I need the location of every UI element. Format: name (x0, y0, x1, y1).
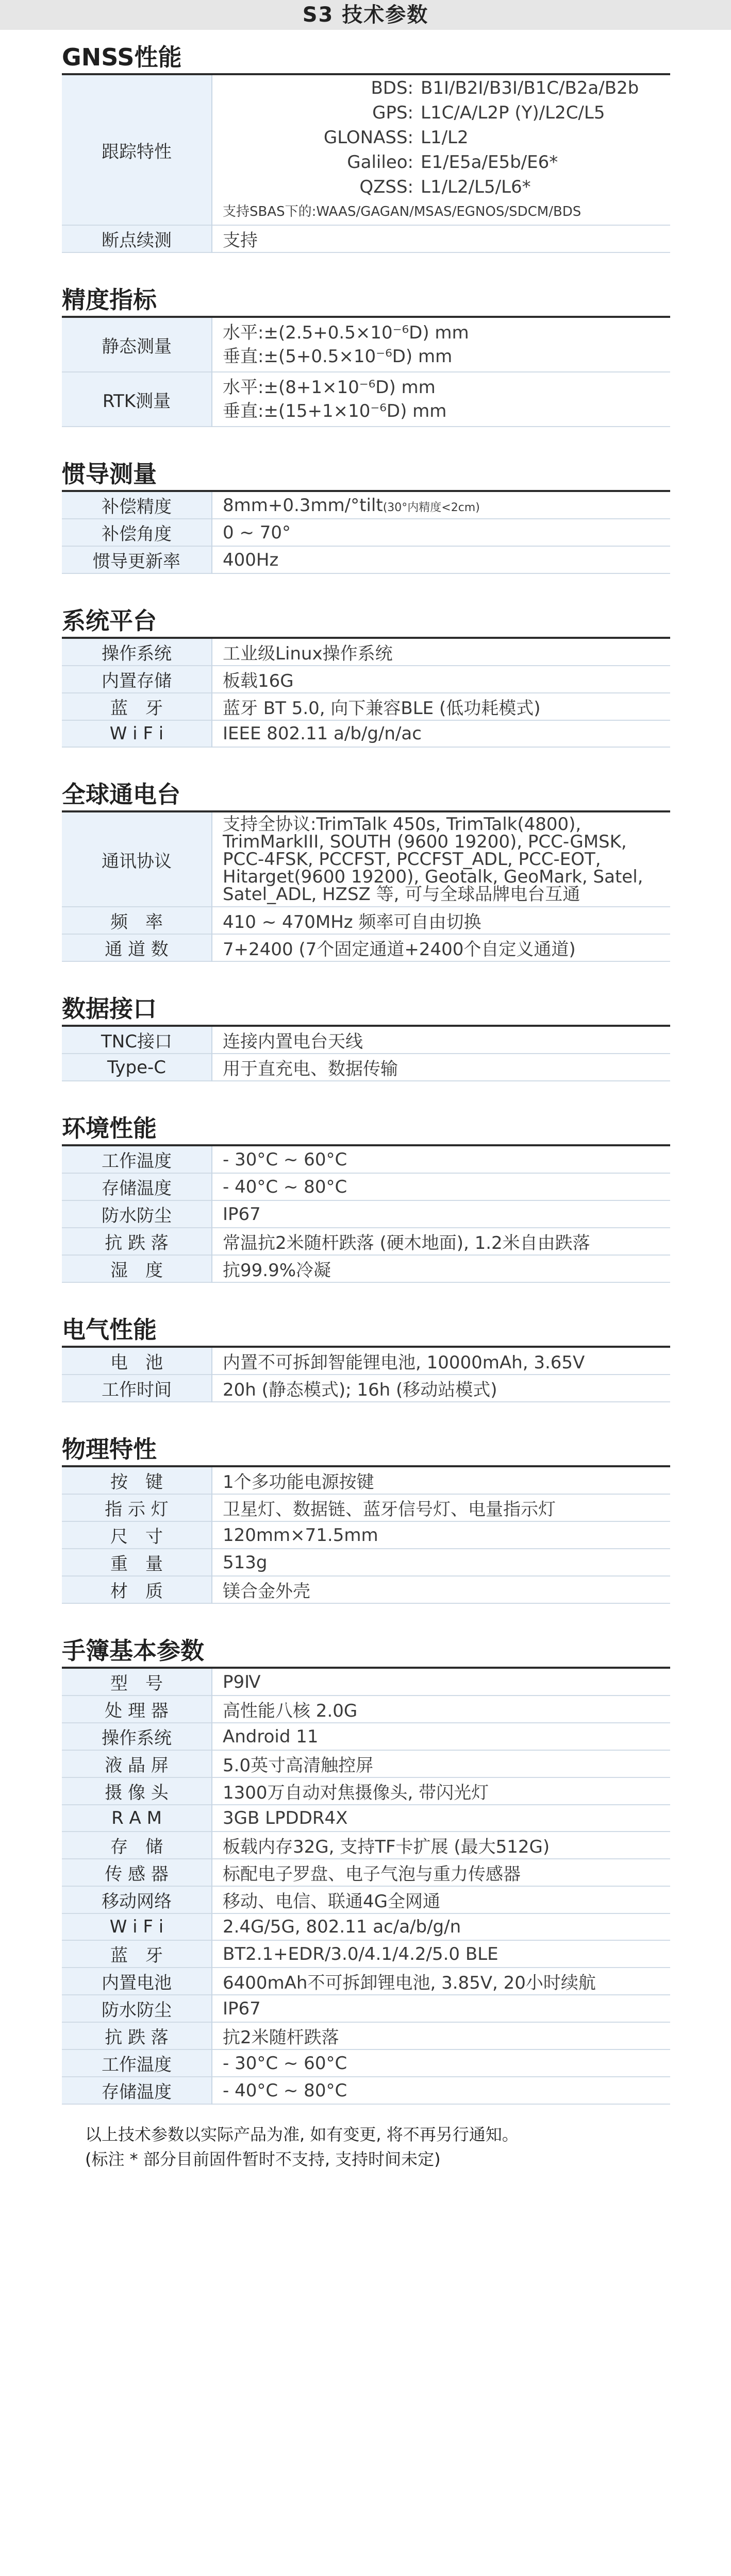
row-value (212, 1669, 670, 1696)
table-row (62, 1913, 670, 1940)
value-text: 1个多功能电源按键 (223, 1472, 374, 1493)
section-title: 系统平台 (62, 607, 157, 635)
row-label: 尺 寸 (62, 1521, 212, 1549)
section-8 (62, 1433, 670, 1604)
row-label: 工作时间 (62, 1375, 212, 1402)
section-title: 电气性能 (62, 1316, 157, 1344)
row-label: 操作系统 (62, 1723, 212, 1750)
value-line: Satel_ADL, HZSZ 等, 可与全球品牌电台互通 (223, 884, 580, 905)
row-label: 指 示 灯 (62, 1494, 212, 1521)
table-row (62, 1805, 670, 1832)
section-0 (62, 41, 670, 253)
value-text: 抗2米随杆跌落 (223, 2027, 339, 2048)
gnss-system-bands: L1/L2 (421, 127, 469, 148)
row-label: 抗 跌 落 (62, 1228, 212, 1255)
row-label: 蓝 牙 (62, 693, 212, 720)
table-row (62, 1348, 670, 1375)
row-value (212, 1521, 670, 1549)
value-text: 8mm+0.3mm/°tilt (223, 495, 383, 516)
section-3 (62, 605, 670, 748)
row-value (212, 519, 670, 546)
spec-table (62, 1027, 670, 1081)
row-value (212, 693, 670, 720)
row-value (212, 1696, 670, 1723)
value-text: 120mm×71.5mm (223, 1524, 378, 1546)
value-text: 410 ~ 470MHz 频率可自由切换 (223, 912, 481, 933)
value-text: 3GB LPDDR4X (223, 1808, 348, 1828)
section-title: 物理特性 (62, 1435, 157, 1463)
row-label: 液 晶 屏 (62, 1750, 212, 1777)
row-label: 处 理 器 (62, 1696, 212, 1723)
value-text: BT2.1+EDR/3.0/4.1/4.2/5.0 BLE (223, 1943, 499, 1964)
table-row (62, 546, 670, 573)
section-1 (62, 284, 670, 427)
row-value (212, 666, 670, 693)
row-value (212, 1348, 670, 1375)
value-line: PCC-4FSK, PCCFST, PCCFST_ADL, PCC-EOT, (223, 849, 601, 870)
section-5 (62, 993, 670, 1081)
row-value (212, 1467, 670, 1494)
row-label: 通 道 数 (62, 934, 212, 961)
table-row (62, 1054, 670, 1081)
gnss-system-bands: E1/E5a/E5b/E6* (421, 152, 558, 173)
value-text: 工业级Linux操作系统 (223, 643, 393, 664)
footer-notes (85, 2122, 731, 2172)
section-title: 数据接口 (62, 995, 157, 1023)
table-row (62, 372, 670, 427)
row-label: 抗 跌 落 (62, 2022, 212, 2049)
row-label: 存储温度 (62, 1173, 212, 1200)
row-value (212, 1027, 670, 1054)
section-4 (62, 778, 670, 962)
row-value (212, 1173, 670, 1200)
value-text: 2.4G/5G, 802.11 ac/a/b/g/n (223, 1917, 461, 1937)
value-text: 0 ~ 70° (223, 522, 291, 543)
row-label: 按 键 (62, 1467, 212, 1494)
spec-table (62, 75, 670, 253)
table-row (62, 1696, 670, 1723)
row-value (212, 639, 670, 666)
section-title: GNSS性能 (62, 43, 182, 71)
table-row (62, 693, 670, 720)
table-row (62, 1968, 670, 1995)
row-label: 工作温度 (62, 1146, 212, 1173)
row-value (212, 1859, 670, 1886)
value-text: 卫星灯、数据链、蓝牙信号灯、电量指示灯 (223, 1499, 556, 1520)
value-text: - 40°C ~ 80°C (223, 2080, 347, 2101)
value-text: 6400mAh不可拆卸锂电池, 3.85V, 20小时续航 (223, 1973, 596, 1993)
gnss-system-name: GPS: (372, 103, 413, 123)
row-value (212, 1886, 670, 1913)
table-row (62, 1777, 670, 1805)
section-7 (62, 1314, 670, 1402)
value-text: - 30°C ~ 60°C (223, 2053, 347, 2074)
value-note: (30°内精度<2cm) (383, 501, 480, 514)
table-row (62, 1549, 670, 1576)
table-row (62, 1832, 670, 1859)
spec-table (62, 812, 670, 962)
row-value (212, 1777, 670, 1805)
gnss-system-row (212, 76, 670, 100)
row-label: TNC接口 (62, 1027, 212, 1054)
value-text: 蓝牙 BT 5.0, 向下兼容BLE (低功耗模式) (223, 698, 541, 719)
row-value (212, 934, 670, 961)
footer-disclaimer: 以上技术参数以实际产品为准, 如有变更, 将不再另行通知。 (85, 2125, 519, 2144)
table-row (62, 812, 670, 907)
value-text: 镁合金外壳 (223, 1581, 310, 1602)
row-label: 通讯协议 (62, 812, 212, 907)
value-text: 513g (223, 1552, 268, 1573)
row-label: W i F i (62, 1913, 212, 1940)
row-value (212, 2022, 670, 2049)
gnss-system-row (212, 175, 670, 199)
value-text: 1300万自动对焦摄像头, 带闪光灯 (223, 1783, 489, 1803)
section-6 (62, 1112, 670, 1283)
table-row (62, 1146, 670, 1173)
row-value (212, 372, 670, 427)
row-value (212, 1968, 670, 1995)
row-value (212, 720, 670, 747)
value-text: IP67 (223, 1998, 261, 2019)
row-value (212, 75, 670, 225)
value-text: - 30°C ~ 60°C (223, 1149, 347, 1170)
value-text: 5.0英寸高清触控屏 (223, 1755, 374, 1776)
table-row (62, 720, 670, 747)
row-value (212, 1576, 670, 1603)
table-row (62, 1995, 670, 2022)
row-label: 内置电池 (62, 1968, 212, 1995)
row-label: R A M (62, 1805, 212, 1832)
row-label: 材 质 (62, 1576, 212, 1603)
row-label: 跟踪特性 (62, 75, 212, 225)
row-value (212, 1494, 670, 1521)
table-row (62, 75, 670, 225)
spec-table (62, 1467, 670, 1604)
row-label: 断点续测 (62, 225, 212, 252)
row-label: 蓝 牙 (62, 1940, 212, 1968)
spec-table (62, 318, 670, 427)
row-value (212, 1805, 670, 1832)
row-value (212, 318, 670, 372)
spec-content (0, 30, 731, 2105)
value-text: 常温抗2米随杆跌落 (硬木地面), 1.2米自由跌落 (223, 1233, 590, 1253)
table-row (62, 1859, 670, 1886)
value-text: Android 11 (223, 1726, 319, 1747)
row-label: 重 量 (62, 1549, 212, 1576)
row-value (212, 1146, 670, 1173)
table-row (62, 1886, 670, 1913)
row-label: 补偿精度 (62, 492, 212, 519)
table-row (62, 934, 670, 961)
gnss-system-name: GLONASS: (323, 127, 413, 148)
row-label: 摄 像 头 (62, 1777, 212, 1805)
row-label: 工作温度 (62, 2049, 212, 2077)
row-value (212, 1375, 670, 1402)
row-label: 电 池 (62, 1348, 212, 1375)
row-value (212, 1054, 670, 1081)
value-text: 内置不可拆卸智能锂电池, 10000mAh, 3.65V (223, 1352, 585, 1373)
value-line: 垂直:±(5+0.5×10⁻⁶D) mm (223, 346, 453, 367)
row-label: 湿 度 (62, 1255, 212, 1282)
gnss-system-name: BDS: (371, 78, 413, 98)
table-row (62, 225, 670, 252)
row-value (212, 1255, 670, 1282)
section-title: 全球通电台 (62, 781, 180, 808)
row-label: 存储温度 (62, 2077, 212, 2104)
table-row (62, 1576, 670, 1603)
value-line: 垂直:±(15+1×10⁻⁶D) mm (223, 401, 447, 421)
table-row (62, 1228, 670, 1255)
gnss-system-row (212, 150, 670, 175)
value-text: 板载16G (223, 671, 294, 691)
row-label: 型 号 (62, 1669, 212, 1696)
value-line: 支持全协议:TrimTalk 450s, TrimTalk(4800), (223, 814, 582, 835)
table-row (62, 2077, 670, 2104)
gnss-system-bands: B1I/B2I/B3I/B1C/B2a/B2b (421, 78, 639, 98)
value-line: 水平:±(8+1×10⁻⁶D) mm (223, 377, 436, 398)
table-row (62, 1494, 670, 1521)
sbas-support: 支持SBAS下的:WAAS/GAGAN/MSAS/EGNOS/SDCM/BDS (223, 204, 582, 219)
table-row (62, 1940, 670, 1968)
value-text: - 40°C ~ 80°C (223, 1176, 347, 1197)
value-text: 移动、电信、联通4G全网通 (223, 1891, 440, 1912)
row-value (212, 812, 670, 907)
value-text: 连接内置电台天线 (223, 1031, 363, 1052)
row-value (212, 907, 670, 934)
table-row (62, 666, 670, 693)
row-label: 操作系统 (62, 639, 212, 666)
table-row (62, 1669, 670, 1696)
value-line: TrimMarkIII, SOUTH (9600 19200), PCC-GMSK, (223, 832, 627, 852)
value-text: P9Ⅳ (223, 1671, 261, 1692)
row-label: 内置存储 (62, 666, 212, 693)
row-value (212, 492, 670, 519)
gnss-system-row (212, 125, 670, 150)
section-title: 精度指标 (62, 286, 157, 314)
table-row (62, 1200, 670, 1228)
table-row (62, 1723, 670, 1750)
row-label: W i F i (62, 720, 212, 747)
section-title: 惯导测量 (62, 460, 157, 488)
table-row (62, 639, 670, 666)
section-2 (62, 458, 670, 574)
row-label: RTK测量 (62, 372, 212, 427)
row-label: 频 率 (62, 907, 212, 934)
table-row (62, 318, 670, 372)
value-text: 用于直充电、数据传输 (223, 1059, 398, 1079)
row-value (212, 1940, 670, 1968)
row-value (212, 1995, 670, 2022)
value-text: 标配电子罗盘、电子气泡与重力传感器 (223, 1864, 521, 1885)
spec-table (62, 639, 670, 748)
row-label: 存 储 (62, 1832, 212, 1859)
table-row (62, 1521, 670, 1549)
row-value (212, 2049, 670, 2077)
gnss-system-name: Galileo: (347, 152, 413, 173)
row-value (212, 1832, 670, 1859)
section-9 (62, 1635, 670, 2105)
gnss-system-bands: L1C/A/L2P (Y)/L2C/L5 (421, 103, 605, 123)
row-value (212, 1750, 670, 1777)
row-value: 支持 (223, 230, 258, 251)
gnss-system-name: QZSS: (359, 177, 413, 197)
row-value (212, 1228, 670, 1255)
table-row (62, 2022, 670, 2049)
row-label: 防水防尘 (62, 1995, 212, 2022)
row-value (212, 1913, 670, 1940)
row-value (212, 1200, 670, 1228)
value-text: 400Hz (223, 549, 279, 570)
row-label: Type-C (62, 1054, 212, 1081)
gnss-system-row (212, 100, 670, 125)
spec-table (62, 492, 670, 574)
table-row (62, 1173, 670, 1200)
value-text: 板载内存32G, 支持TF卡扩展 (最大512G) (223, 1837, 550, 1857)
section-title: 环境性能 (62, 1114, 157, 1142)
table-row (62, 1255, 670, 1282)
table-row (62, 519, 670, 546)
table-row (62, 492, 670, 519)
page-title: S3 技术参数 (0, 0, 731, 30)
table-row (62, 2049, 670, 2077)
value-text: 高性能八核 2.0G (223, 1701, 358, 1721)
row-label: 静态测量 (62, 318, 212, 372)
row-value (212, 1723, 670, 1750)
row-label: 移动网络 (62, 1886, 212, 1913)
table-row (62, 1750, 670, 1777)
value-text: 7+2400 (7个固定通道+2400个自定义通道) (223, 939, 576, 960)
table-row (62, 1467, 670, 1494)
value-line: 水平:±(2.5+0.5×10⁻⁶D) mm (223, 323, 469, 343)
spec-table (62, 1146, 670, 1283)
value-text: 抗99.9%冷凝 (223, 1260, 331, 1281)
spec-table (62, 1669, 670, 2105)
footer-asterisk-note: (标注 * 部分目前固件暂时不支持, 支持时间未定) (85, 2149, 441, 2169)
row-value (212, 1549, 670, 1576)
row-value (212, 546, 670, 573)
table-row (62, 907, 670, 934)
section-title: 手簿基本参数 (62, 1637, 204, 1665)
gnss-system-bands: L1/L2/L5/L6* (421, 177, 531, 197)
table-row (62, 1027, 670, 1054)
row-label: 防水防尘 (62, 1200, 212, 1228)
value-text: IEEE 802.11 a/b/g/n/ac (223, 723, 422, 744)
value-text: 20h (静态模式); 16h (移动站模式) (223, 1380, 497, 1400)
row-label: 传 感 器 (62, 1859, 212, 1886)
spec-table (62, 1348, 670, 1402)
table-row (62, 1375, 670, 1402)
row-label: 惯导更新率 (62, 546, 212, 573)
row-value (212, 2077, 670, 2104)
value-line: Hitarget(9600 19200), Geotalk, GeoMark, Satel, (223, 867, 643, 887)
row-label: 补偿角度 (62, 519, 212, 546)
value-text: IP67 (223, 1204, 261, 1225)
